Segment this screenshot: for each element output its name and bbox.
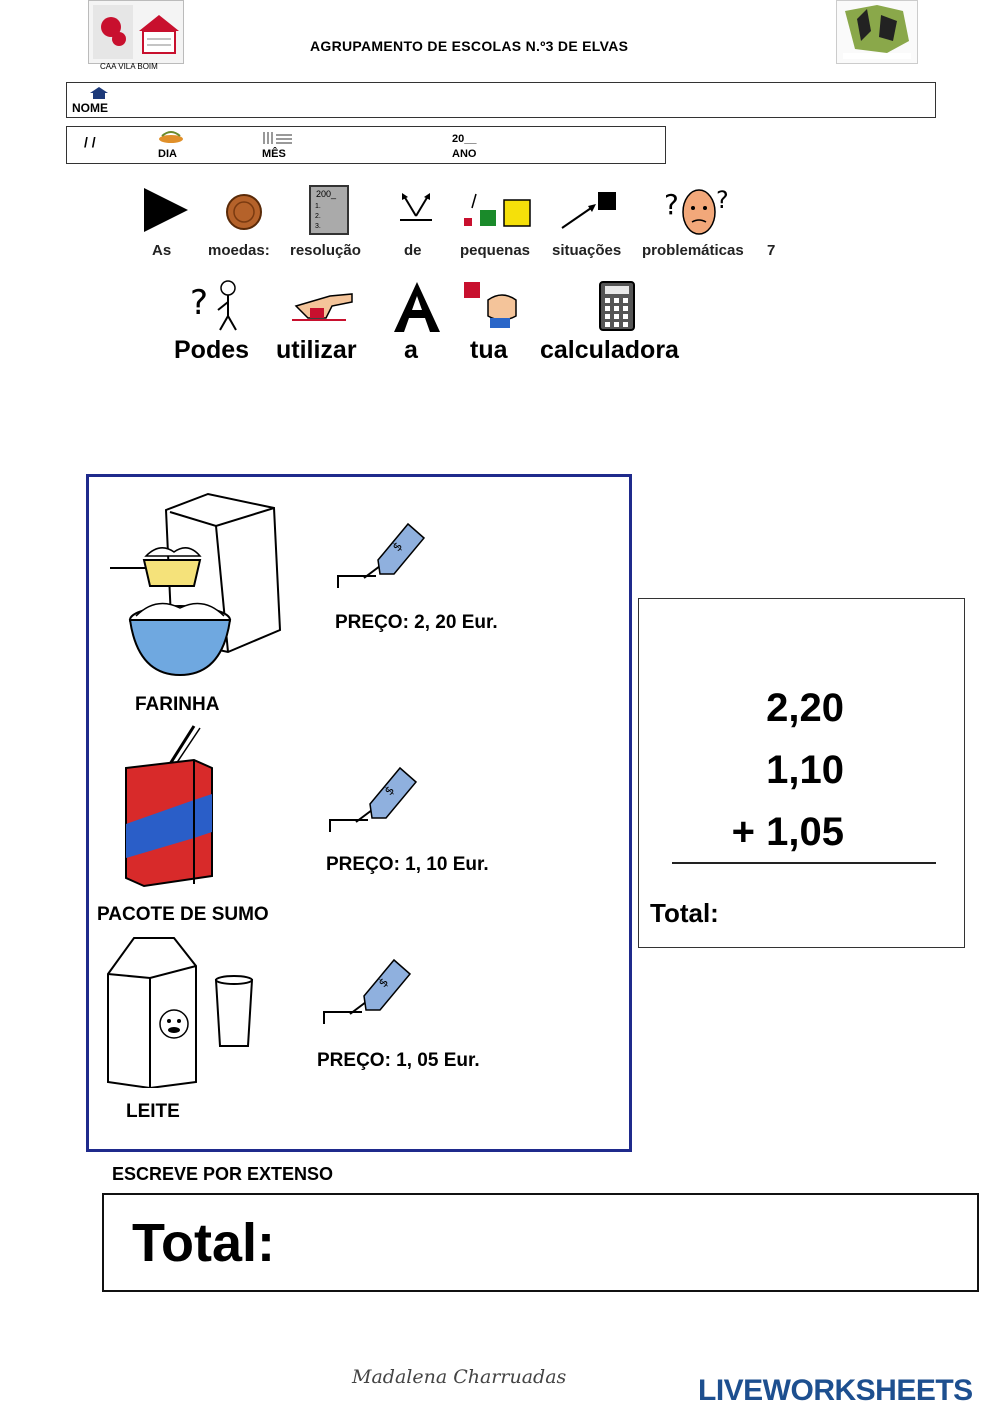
product-label-flour: FARINHA: [135, 694, 220, 715]
svg-text:$: $: [389, 539, 406, 554]
instruction-word-podes: Podes: [174, 336, 250, 364]
price-milk: PREÇO: 1, 05 Eur.: [317, 1050, 480, 1071]
liveworksheets-logo: LIVEWORKSHEETS: [698, 1374, 973, 1407]
title-word-as: As: [152, 242, 172, 259]
product-label-milk: LEITE: [126, 1101, 180, 1122]
name-field[interactable]: [66, 82, 936, 118]
product-label-juice: PACOTE DE SUMO: [97, 904, 269, 925]
school-title: AGRUPAMENTO DE ESCOLAS N.º3 DE ELVAS: [310, 38, 629, 54]
price-juice: PREÇO: 1, 10 Eur.: [326, 854, 489, 875]
coin-icon: [224, 192, 264, 237]
svg-text:?: ?: [190, 283, 209, 323]
svg-text:$: $: [381, 783, 398, 798]
school-logo-right: [836, 0, 918, 64]
hand-use-icon: [290, 288, 354, 329]
svg-text:2.: 2.: [315, 213, 321, 220]
juice-box-icon: [124, 724, 216, 893]
addend-2: 1,10: [766, 748, 844, 792]
price-tag-icon-2: [328, 764, 420, 839]
name-label: NOME: [72, 101, 108, 115]
title-word-moedas: moedas:: [208, 242, 270, 259]
instruction-word-utilizar: utilizar: [276, 336, 357, 364]
svg-text:200_: 200_: [316, 189, 337, 199]
svg-text:1.: 1.: [315, 203, 321, 210]
year-prefix: 20__: [452, 133, 477, 145]
list-sheet-icon: [308, 184, 350, 241]
title-word-situacoes: situações: [552, 242, 622, 259]
left-logo-caption: CAA VILA BOIM: [100, 62, 158, 71]
instruction-word-a: a: [404, 336, 418, 364]
instruction-word-tua: tua: [470, 336, 508, 364]
addend-1: 2,20: [766, 686, 844, 730]
calc-total-label: Total:: [650, 898, 719, 928]
school-logo-left: [88, 0, 184, 64]
confused-face-icon: [664, 184, 734, 243]
title-word-problematicas: problemáticas: [642, 242, 744, 259]
answer-total-label: Total:: [132, 1213, 275, 1273]
svg-text:3.: 3.: [315, 223, 321, 230]
price-tag-icon: [336, 520, 428, 595]
year-label: ANO: [452, 148, 477, 160]
svg-text:?: ?: [664, 188, 679, 221]
write-in-full-instruction: ESCREVE POR EXTENSO: [112, 1164, 334, 1184]
flour-bag-icon: [108, 490, 288, 685]
title-word-pequenas: pequenas: [460, 242, 531, 259]
svg-text:$: $: [375, 975, 392, 990]
day-icon: [156, 130, 186, 149]
title-word-resolucao: resolução: [290, 242, 361, 259]
arrow-to-square-icon: [558, 190, 618, 237]
calc-total-answer[interactable]: [736, 884, 936, 932]
svg-text:?: ?: [716, 186, 729, 214]
hand-your-icon: [462, 280, 522, 335]
day-label: DIA: [158, 148, 177, 160]
milk-carton-icon: [104, 934, 264, 1093]
title-word-de: de: [404, 242, 422, 259]
price-flour: PREÇO: 2, 20 Eur.: [335, 612, 498, 633]
addend-3: + 1,05: [731, 810, 844, 854]
person-question-icon: [190, 278, 244, 337]
play-triangle-icon: [142, 186, 190, 239]
letter-a-icon: [392, 280, 442, 339]
arrows-out-icon: [396, 190, 436, 231]
month-label: MÊS: [262, 148, 286, 160]
calculator-icon: [598, 280, 636, 337]
small-squares-icon: [462, 190, 534, 235]
title-word-number: 7: [767, 242, 776, 259]
instruction-word-calculadora: calculadora: [540, 336, 679, 364]
author-name: Madalena Charruadas: [352, 1366, 567, 1388]
date-slashes: / /: [84, 134, 96, 150]
price-tag-icon-3: [322, 956, 414, 1031]
sum-line: [672, 862, 936, 864]
